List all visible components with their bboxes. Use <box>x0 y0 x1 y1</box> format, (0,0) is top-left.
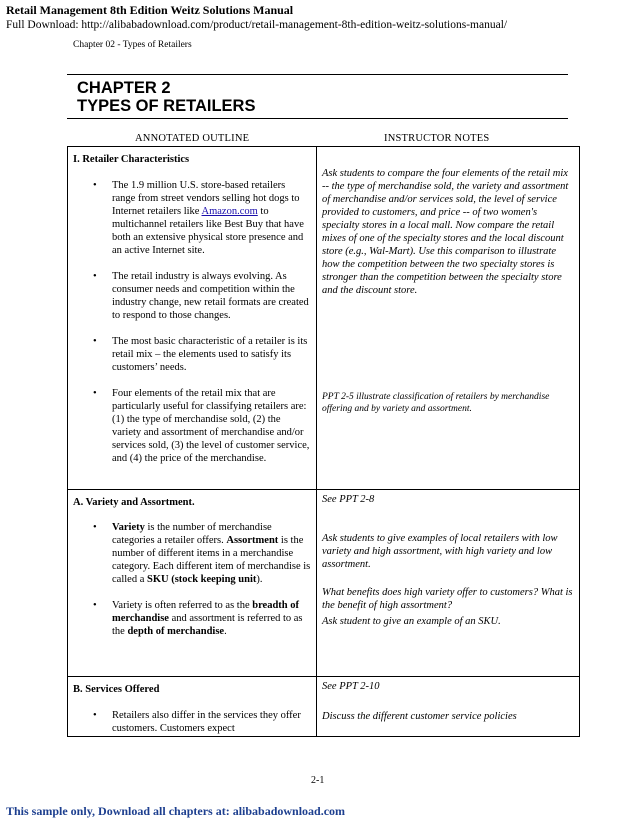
download-line <box>6 19 507 31</box>
bullet-item: • Four elements of the retail mix that are particularly useful for classifying retailers are: (1) the type of merchandise sold, (2) the variety and assortment of merchandise and/or services sold, (3) the level of customer service, and (4) the price of the merchandise. <box>68 387 316 465</box>
download-banner[interactable]: This sample only, Download all chapters at: alibabadownload.com <box>6 804 346 818</box>
table-row <box>68 677 580 737</box>
bullet-list <box>68 179 316 465</box>
running-header: Chapter 02 - Types of Retailers <box>73 40 192 50</box>
document-title: Retail Management 8th Edition Weitz Solutions Manual <box>6 3 294 17</box>
outline-cell <box>68 147 317 490</box>
bullet-item: • Retailers also differ in the services they offer customers. Customers expect <box>68 709 316 735</box>
notes-cell <box>317 677 580 737</box>
column-header-notes: INSTRUCTOR NOTES <box>384 133 490 144</box>
table-row <box>68 490 580 677</box>
instructor-note: Discuss the different customer service policies <box>322 711 517 722</box>
download-label: Full Download: <box>6 19 82 31</box>
instructor-note: See PPT 2-8 <box>322 494 375 505</box>
outline-cell <box>68 490 317 677</box>
instructor-note: See PPT 2-10 <box>322 681 380 692</box>
amazon-link[interactable]: Amazon.com <box>201 206 258 217</box>
notes-cell <box>317 490 580 677</box>
chapter-title: TYPES OF RETAILERS <box>77 97 256 115</box>
download-link[interactable]: http://alibabadownload.com/product/retail-management-8th-edition-weitz-solutions-manual/ <box>81 19 508 31</box>
section-heading: I. Retailer Characteristics <box>73 154 190 165</box>
bullet-list <box>68 709 316 735</box>
outline-table <box>67 146 580 737</box>
instructor-note: PPT 2-5 illustrate classification of retailers by merchandise offering and by variety and assortment. <box>322 392 550 414</box>
column-header-outline: ANNOTATED OUTLINE <box>135 133 250 144</box>
instructor-note: Ask students to give examples of local retailers with low variety and high assortment, with high variety and low assortment. <box>322 533 558 570</box>
top-rule <box>67 74 568 75</box>
notes-cell <box>317 147 580 490</box>
instructor-note: Ask students to compare the four elements of the retail mix -- the type of merchandise sold, the variety and assortment of merchandise and/or services sold, the level of service provided to customers, and price -- of two women's specialty stores in a local mall. Now compare the retail mixes of one of the specialty stores and the local discount store (e.g., Wal-Mart). Use this comparison to illustrate how the competition between the two specialty stores is stronger than the competition between the specialty store and the discount store. <box>322 168 569 296</box>
bullet-item: • Variety is the number of merchandise categories a retailer offers. Assortment is the number of different items in a merchandise category. Each different item of merchandise is called a SKU (stock keeping unit). <box>68 521 316 586</box>
instructor-note: What benefits does high variety offer to customers? What is the benefit of high assortment? <box>322 587 573 611</box>
section-heading: B. Services Offered <box>73 684 160 695</box>
bullet-item: • The 1.9 million U.S. store-based retailers range from street vendors selling hot dogs to Internet retailers like Amazon.com to multichannel retailers like Best Buy that have both an extensive physical store presence and an active Internet site. <box>68 179 316 257</box>
page-number: 2-1 <box>311 775 325 786</box>
bullet-item: • The retail industry is always evolving. As consumer needs and competition within the industry change, new retail formats are created to respond to those changes. <box>68 270 316 322</box>
table-row <box>68 147 580 490</box>
outline-cell <box>68 677 317 737</box>
chapter-number: CHAPTER 2 <box>77 79 171 97</box>
bottom-rule <box>67 118 568 119</box>
bullet-list <box>68 521 316 638</box>
instructor-note: Ask student to give an example of an SKU. <box>322 616 501 627</box>
bullet-item: • The most basic characteristic of a retailer is its retail mix – the elements used to satisfy its customers’ needs. <box>68 335 316 374</box>
section-heading: A. Variety and Assortment. <box>73 497 195 508</box>
bullet-item: • Variety is often referred to as the breadth of merchandise and assortment is referred to as the depth of merchandise. <box>68 599 316 638</box>
